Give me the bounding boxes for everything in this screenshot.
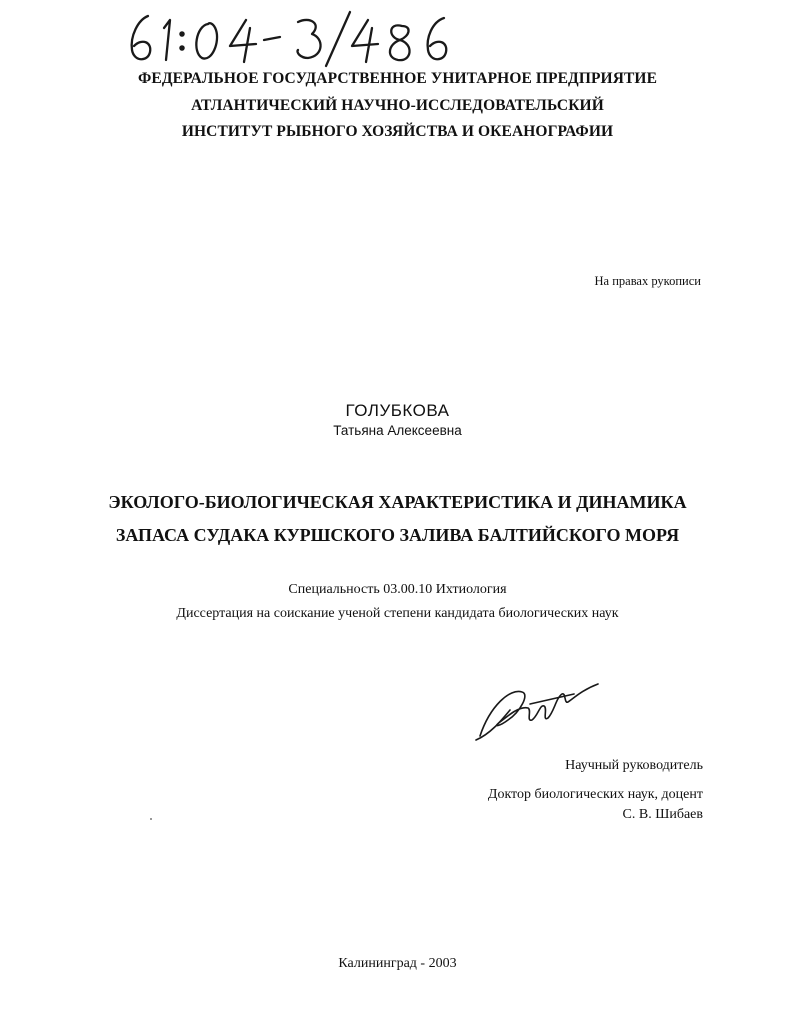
supervisor-name: С. В. Шибаев [622,807,703,822]
organization-header [0,66,795,146]
supervisor-block [488,756,703,825]
specialty-block [0,578,795,626]
title-line-1: ЭКОЛОГО-БИОЛОГИЧЕСКАЯ ХАРАКТЕРИСТИКА И ДИНАМИКА [108,492,687,512]
signature-image [470,676,610,744]
rights-note: На правах рукописи [594,274,701,288]
handwritten-archive-number [118,6,478,68]
author-surname: ГОЛУБКОВА [345,401,450,420]
specialty-text: Специальность 03.00.10 Ихтиология [288,582,507,597]
scan-speck [150,818,152,820]
organization-line-1: ФЕДЕРАЛЬНОЕ ГОСУДАРСТВЕННОЕ УНИТАРНОЕ ПРЕДПРИЯТИЕ [137,70,658,87]
supervisor-title: Доктор биологических наук, доцент [487,787,703,802]
author-block [0,400,795,440]
dissertation-title [0,486,795,552]
supervisor-label: Научный руководитель [565,758,703,773]
organization-line-3: ИНСТИТУТ РЫБНОГО ХОЗЯЙСТВА И ОКЕАНОГРАФИИ [181,123,614,140]
degree-text: Диссертация на соискание ученой степени кандидата биологических наук [176,606,619,621]
author-given-names: Татьяна Алексеевна [333,423,462,438]
organization-line-2: АТЛАНТИЧЕСКИЙ НАУЧНО-ИССЛЕДОВАТЕЛЬСКИЙ [191,96,604,114]
title-line-2: ЗАПАСА СУДАКА КУРШСКОГО ЗАЛИВА БАЛТИЙСКОГО МОРЯ [115,525,680,545]
city-year: Калининград - 2003 [338,956,457,971]
